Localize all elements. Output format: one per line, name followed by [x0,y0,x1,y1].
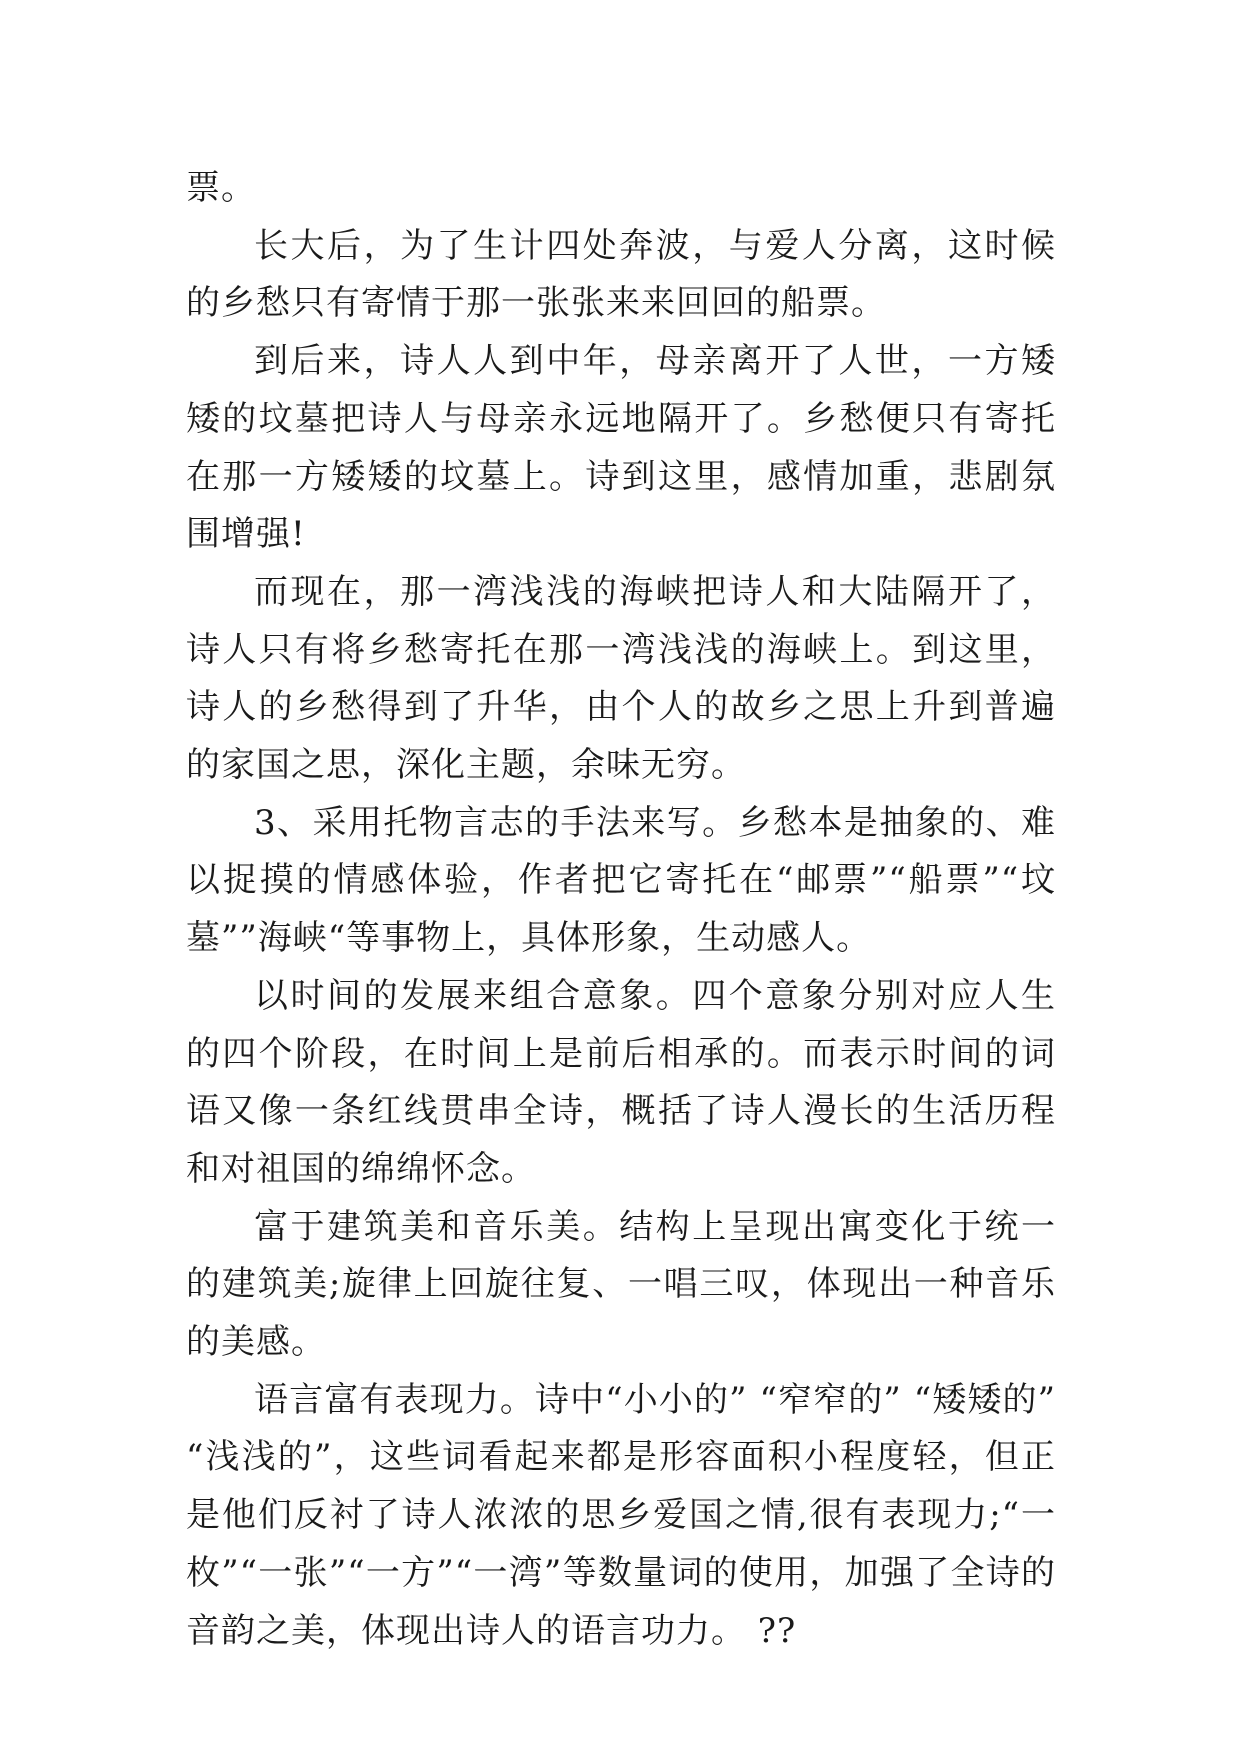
paragraph-4: 而现在，那一湾浅浅的海峡把诗人和大陆隔开了，诗人只有将乡愁寄托在那一湾浅浅的海峡上。到这里，诗人的乡愁得到了升华，由个人的故乡之思上升到普遍的家国之思，深化主题，余味无穷。 [186,571,1056,786]
paragraph-5: 3、采用托物言志的手法来写。乡愁本是抽象的、难以捉摸的情感体验，作者把它寄托在“邮票”“船票”“坟墓””海峡“等事物上，具体形象，生动感人。 [186,802,1056,959]
document-body [186,160,1056,1660]
paragraph-8: 语言富有表现力。诗中“小小的” “窄窄的” “矮矮的” “浅浅的”，这些词看起来都是形容面积小程度轻，但正是他们反衬了诗人浓浓的思乡爱国之情,很有表现力;“一枚”“一张”“一方”“一湾”等数量词的使用，加强了全诗的音韵之美，体现出诗人的语言功力。 ?? [186,1379,1056,1651]
paragraph-2: 长大后，为了生计四处奔波，与爱人分离，这时候的乡愁只有寄情于那一张张来来回回的船票。 [186,225,1056,324]
paragraph-6: 以时间的发展来组合意象。四个意象分别对应人生的四个阶段，在时间上是前后相承的。而表示时间的词语又像一条红线贯串全诗，概括了诗人漫长的生活历程和对祖国的绵绵怀念。 [186,975,1056,1189]
paragraph-3: 到后来，诗人人到中年，母亲离开了人世，一方矮矮的坟墓把诗人与母亲永远地隔开了。乡愁便只有寄托在那一方矮矮的坟墓上。诗到这里，感情加重，悲剧氛围增强! [186,341,1056,555]
paragraph-1: 票。 [186,168,256,208]
paragraph-7: 富于建筑美和音乐美。结构上呈现出寓变化于统一的建筑美;旋律上回旋往复、一唱三叹，体现出一种音乐的美感。 [186,1206,1056,1363]
